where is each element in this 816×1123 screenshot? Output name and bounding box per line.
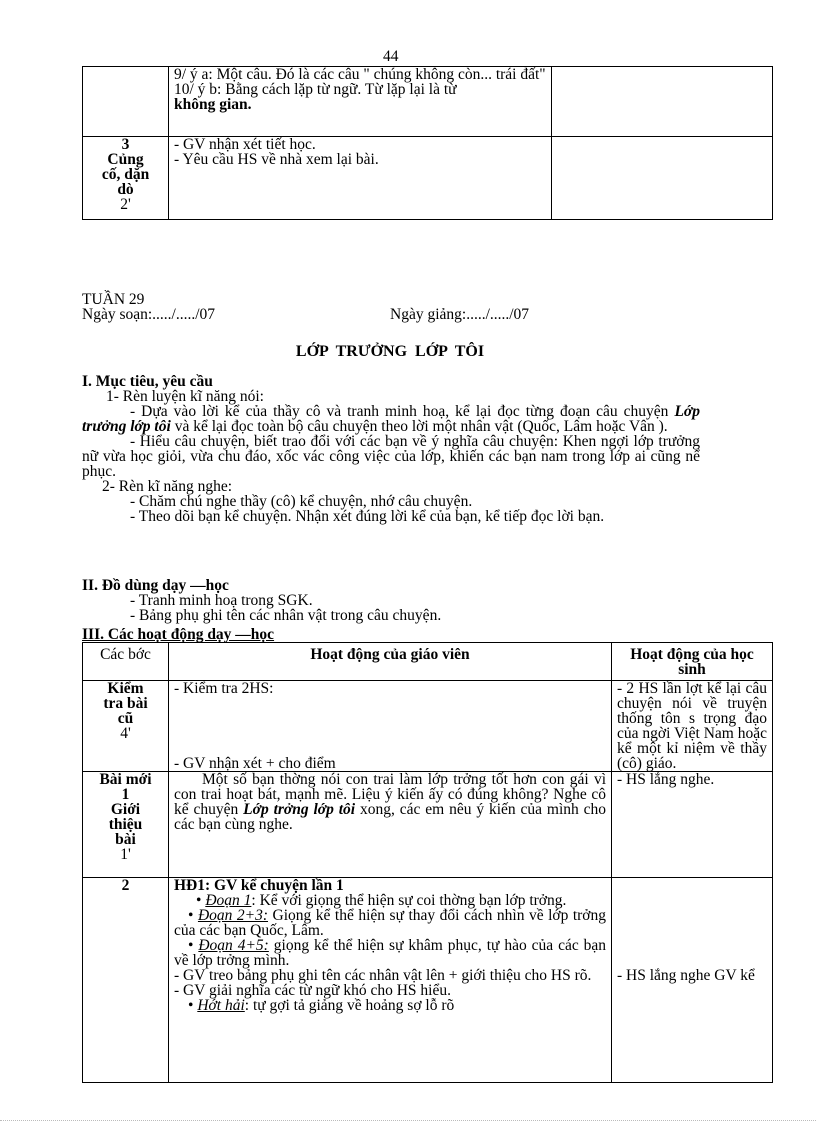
table-row	[83, 878, 773, 1083]
table-row	[83, 681, 773, 772]
answer-10: 10/ ý b: Bằng cách lặp từ ngữ. Từ lặp lại là từ	[174, 81, 457, 98]
section-heading: I. Mục tiêu, yêu cầu	[82, 373, 213, 390]
teacher-line: - GV treo bảng phụ ghi tên các nhân vật lên + giới thiệu cho HS rõ.	[174, 967, 592, 984]
step-label: Giới	[110, 801, 141, 818]
page-number: 44	[383, 48, 399, 65]
section-objectives	[82, 374, 700, 524]
step-time: 1'	[120, 846, 131, 863]
bullet-item: • Đoạn 4+5: giọng kể thể hiện sự khâm phục, tự hào của các bạn về lớp trởng mình.	[174, 937, 606, 969]
step-label: 1	[121, 786, 130, 803]
step-label: Củng	[107, 151, 144, 168]
teacher-line: - GV nhận xét + cho điểm	[174, 755, 336, 772]
activity-heading: HĐ1: GV kể chuyện lần 1	[174, 878, 344, 894]
step-label: 2	[83, 878, 169, 1083]
material-item: - Bảng phụ ghi tên các nhân vật trong câu chuyện.	[130, 607, 442, 624]
lesson-title: LỚP TRƯỞNG LỚP TÔI	[295, 343, 485, 360]
bullet-item: • Đoạn 1: Kể với giọng thể hiện sự coi thờng bạn lớp trởng.	[196, 892, 567, 909]
step-label: Bài mới	[99, 771, 152, 788]
step-label: bài	[115, 831, 136, 848]
step-label: thiệu	[108, 816, 143, 833]
material-item: - Tranh minh hoạ trong SGK.	[130, 592, 313, 609]
section-heading: III. Các hoạt động dạy —học	[82, 626, 275, 643]
step-label: tra bài	[103, 695, 148, 712]
step-label: cố, dặn	[101, 166, 150, 183]
story-title: Lớp trưởng lớp tôi	[82, 403, 701, 435]
continued-table	[82, 66, 773, 220]
table-row	[83, 772, 773, 878]
step-label: cũ	[117, 710, 134, 727]
col-step: Các bớc	[83, 643, 169, 681]
teacher-intro: Một số bạn thờng nói con trai làm lớp trởng tốt hơn con gái vì con trai hoạt bát, mạnh mẽ. Liệu ý kiến ấy có đúng không? Nghe cô kể chuyện Lớp trởng lớp tôi xong, các em nêu ý kiến của mình cho các bạn cùng nghe.	[174, 771, 607, 833]
student-activity: - 2 HS lần lợt kể lại câu chuyện nói về truyện thống tôn s trọng đạo của ngời Việt Nam hoặc kể một kỉ niệm về thầy (cô) giáo.	[612, 681, 773, 772]
teacher-line: - GV nhận xét tiết học.	[174, 136, 316, 153]
answer-10-bold: không gian.	[174, 96, 252, 113]
story-title: Lớp trởng lớp tôi	[243, 801, 356, 818]
objective-paragraph: - Dựa vào lời kể của thầy cô và tranh minh hoạ, kể lại đọc từng đoạn câu chuyện Lớp trưởng lớp tôi và kể lại đọc toàn bộ câu chuyện theo lời một nhân vật (Quốc, Lâm hoặc Vân ).	[82, 403, 701, 435]
step-num: 3	[121, 136, 130, 153]
step-time: 2'	[120, 196, 131, 213]
bullet-item: • Đoạn 2+3: Giọng kể thể hiện sự thay đổi cách nhìn về lớp trởng của các bạn Quốc, Lâm.	[174, 907, 606, 939]
step-label: dò	[117, 181, 134, 198]
student-activity: - HS lắng nghe GV kể	[612, 878, 773, 1083]
sub-heading: 1- Rèn luyện kĩ năng nói:	[106, 388, 264, 405]
section-materials	[82, 578, 700, 623]
teacher-line: - Yêu cầu HS về nhà xem lại bài.	[174, 151, 379, 168]
student-activity: - HS lắng nghe.	[612, 772, 773, 878]
col-student: Hoạt động của học sinh	[612, 643, 773, 681]
table-row	[83, 137, 773, 220]
bullet-item: • Hớt hải: tự gợi tả giảng về hoảng sợ lỗ rõ	[188, 997, 455, 1014]
objective-item: - Theo dõi bạn kể chuyện. Nhận xét đúng lời kể của bạn, kể tiếp đọc lời bạn.	[130, 508, 605, 525]
table-row	[83, 67, 773, 137]
activities-table	[82, 642, 773, 1083]
step-label: Kiểm	[107, 680, 144, 697]
answer-9: 9/ ý a: Một câu. Đó là các câu " chúng không còn... trái đất"	[174, 66, 546, 83]
teacher-line: - Kiểm tra 2HS:	[174, 680, 274, 697]
date-taught: Ngày giảng:...../...../07	[390, 306, 530, 323]
objective-item: - Chăm chú nghe thầy (cô) kể chuyện, nhớ câu chuyện.	[130, 493, 473, 510]
section-heading: II. Đồ dùng dạy —học	[82, 577, 229, 594]
step-time: 4'	[120, 725, 131, 742]
objective-paragraph: - Hiểu câu chuyện, biết trao đổi với các bạn về ý nghĩa câu chuyện: Khen ngợi lớp trưởng nữ vừa học giỏi, vừa chu đáo, xốc vác công việc của lớp, khiến các bạn nam trong lớp ai cũng nể phục.	[82, 433, 700, 480]
sub-heading: 2- Rèn kĩ năng nghe:	[102, 478, 233, 495]
teacher-line: - GV giải nghĩa các từ ngữ khó cho HS hiểu.	[174, 982, 451, 999]
col-teacher: Hoạt động của giáo viên	[169, 643, 612, 681]
page-bottom-divider	[0, 1120, 816, 1121]
table-header-row	[83, 643, 773, 681]
date-prepared: Ngày soạn:...../...../07	[82, 306, 216, 323]
week-label: TUẦN 29	[82, 291, 145, 308]
